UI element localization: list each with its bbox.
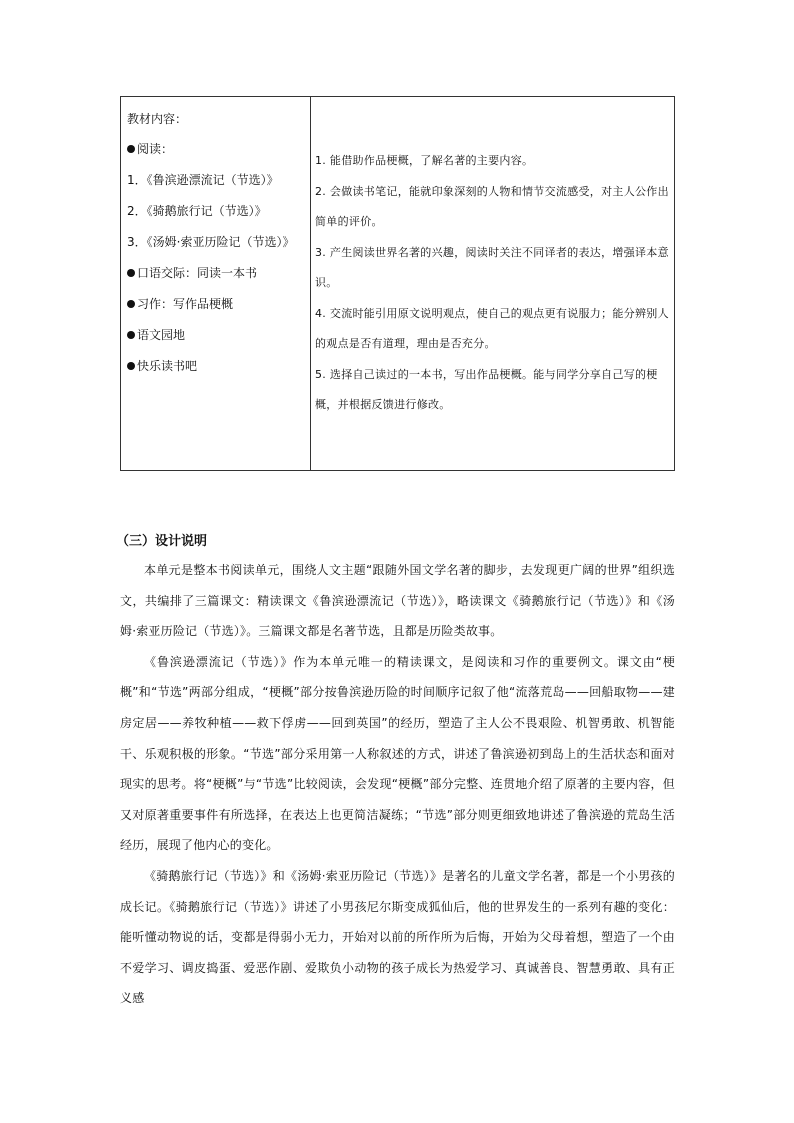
teaching-content-title: 教材内容：	[127, 112, 188, 126]
teaching-content-cell	[121, 97, 311, 471]
content-item-reading-bar	[127, 356, 310, 387]
section-title: （三）设计说明	[116, 534, 208, 549]
content-item-label: 快乐读书吧	[137, 359, 198, 373]
paragraph: 本单元是整本书阅读单元，围绕人文主题“跟随外国文学名著的脚步，去发现更广阔的世界”组织选文，共编排了三篇课文：精读课文《鲁滨逊漂流记（节选）》，略读课文《骑鹅旅行记（节选）》和《汤姆·索亚历险记（节选）》。三篇课文都是名著节选，且都是历险类故事。	[120, 563, 675, 639]
bullet-icon	[127, 331, 135, 339]
bullet-icon	[127, 300, 135, 308]
reading-text-item: 2．《骑鹅旅行记（节选）》	[127, 204, 267, 218]
table-row	[121, 97, 675, 471]
bullet-icon	[127, 145, 135, 153]
objective-item: 4. 交流时能引用原文说明观点，使自己的观点更有说服力；能分辨别人的观点是否有道理，理由是否充分。	[315, 306, 669, 350]
paragraph: 《鲁滨逊漂流记（节选）》作为本单元唯一的精读课文，是阅读和习作的重要例文。课文由“梗概”和“节选”两部分组成，“梗概”部分按鲁滨逊历险的时间顺序记叙了他“流落荒岛——回船取物——建房定居——养牧种植——救下俘虏——回到英国”的经历，塑造了主人公不畏艰险、机智勇敢、机智能干、乐观积极的形象。“节选”部分采用第一人称叙述的方式，讲述了鲁滨逊初到岛上的生活状态和面对现实的思考。将“梗概”与“节选”比较阅读，会发现“梗概”部分完整、连贯地介绍了原著的主要内容，但又对原著重要事件有所选择，在表达上也更简洁凝练；“节选”部分则更细致地讲述了鲁滨逊的荒岛生活经历，展现了他内心的变化。	[120, 654, 675, 853]
design-notes-section	[116, 530, 675, 1014]
content-item-label: 语文园地	[137, 328, 186, 342]
objective-item: 2. 会做读书笔记，能就印象深刻的人物和情节交流感受，对主人公作出简单的评价。	[315, 184, 669, 228]
content-item-garden	[127, 325, 310, 356]
reading-text-item: 3．《汤姆·索亚历险记（节选）》	[127, 235, 295, 249]
learning-objectives-cell	[311, 97, 675, 471]
reading-text-item: 1．《鲁滨逊漂流记（节选）》	[127, 173, 279, 187]
content-item-label: 习作：写作品梗概	[137, 297, 234, 311]
unit-content-table	[120, 96, 675, 471]
bullet-icon	[127, 269, 135, 277]
objective-item: 1. 能借助作品梗概，了解名著的主要内容。	[315, 154, 534, 167]
reading-heading	[127, 139, 310, 170]
content-item-label: 口语交际：同读一本书	[137, 266, 258, 280]
reading-heading-label: 阅读：	[137, 142, 174, 156]
content-item-oral	[127, 263, 310, 294]
objective-item: 5. 选择自己读过的一本书，写出作品梗概。能与同学分享自己写的梗概，并根据反馈进行修改。	[315, 367, 658, 411]
objective-item: 3. 产生阅读世界名著的兴趣，阅读时关注不同译者的表达，增强译本意识。	[315, 245, 669, 289]
bullet-icon	[127, 362, 135, 370]
content-item-writing	[127, 294, 310, 325]
paragraph: 《骑鹅旅行记（节选）》和《汤姆·索亚历险记（节选）》是著名的儿童文学名著，都是一个小男孩的成长记。《骑鹅旅行记（节选）》讲述了小男孩尼尔斯变成狐仙后，他的世界发生的一系列有趣的变化：能听懂动物说的话，变都是得弱小无力，开始对以前的所作所为后悔，开始为父母着想，塑造了一个由不爱学习、调皮捣蛋、爱恶作剧、爱欺负小动物的孩子成长为热爱学习、真诚善良、智慧勇敢、具有正义感	[120, 868, 675, 1006]
